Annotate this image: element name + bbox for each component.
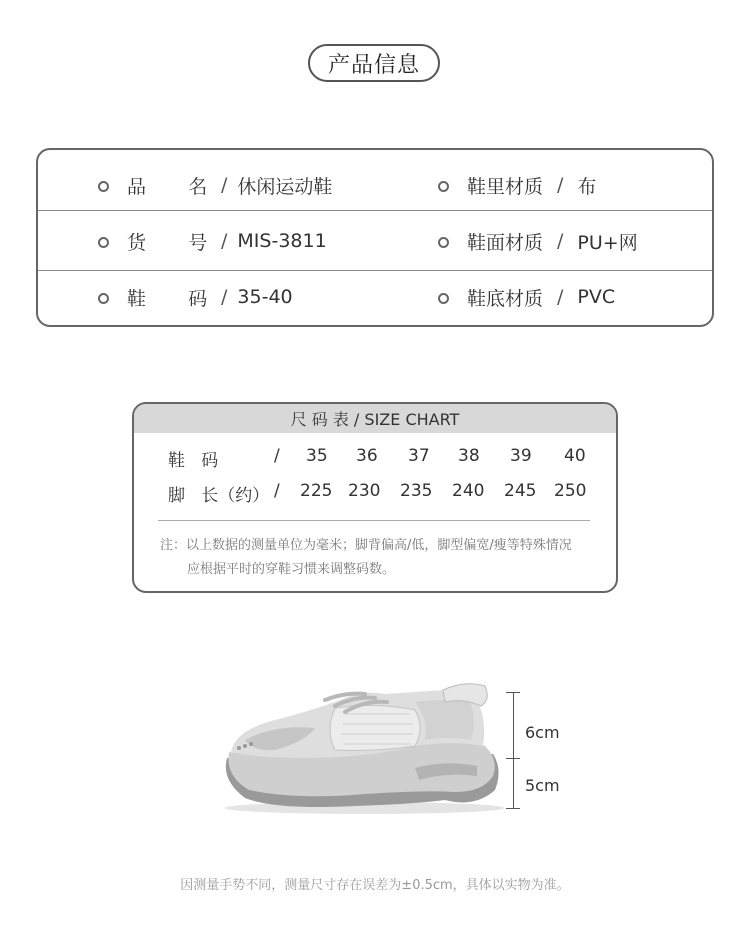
size-chart (132, 402, 618, 593)
size-cell: 36 (356, 446, 378, 466)
info-value: PVC (577, 286, 616, 308)
info-row (38, 213, 712, 269)
separator: / (557, 286, 564, 308)
shoe-image (215, 680, 515, 820)
info-label: 鞋底材质 (467, 287, 544, 310)
info-label: 品 名 (127, 175, 208, 198)
upper-height-label: 6cm (525, 723, 560, 742)
size-row-shoe-size (134, 442, 616, 472)
separator: / (221, 230, 228, 252)
size-cell: 250 (554, 481, 587, 501)
sole-height-label: 5cm (525, 776, 560, 795)
size-row-sep: / (274, 481, 280, 501)
size-cell: 240 (452, 481, 485, 501)
separator: / (557, 230, 564, 252)
info-row (38, 157, 712, 213)
size-row-label: 脚 长（约） (168, 486, 270, 506)
info-value: 休闲运动鞋 (237, 175, 333, 198)
dimension-tick (506, 758, 520, 759)
size-cell: 40 (564, 446, 586, 466)
sneaker-illustration (215, 680, 515, 820)
separator: / (221, 286, 228, 308)
size-row-foot-length (134, 477, 616, 507)
info-label: 鞋面材质 (467, 231, 544, 254)
size-row-sep: / (274, 446, 280, 466)
size-cell: 39 (510, 446, 532, 466)
separator: / (557, 174, 564, 196)
info-value: 35-40 (237, 286, 293, 308)
info-value: PU+网 (577, 231, 638, 254)
section-title: 产品信息 (308, 44, 440, 82)
info-label: 鞋 码 (127, 287, 208, 310)
product-info-table (36, 148, 714, 327)
size-cell: 230 (348, 481, 381, 501)
info-row (38, 269, 712, 325)
bullet-icon (98, 237, 109, 248)
size-cell: 235 (400, 481, 433, 501)
divider (158, 520, 590, 521)
size-chart-title: 尺 码 表 / SIZE CHART (134, 404, 616, 433)
bullet-icon (438, 181, 449, 192)
measurement-disclaimer: 因测量手势不同，测量尺寸存在误差为±0.5cm，具体以实物为准。 (180, 878, 570, 893)
size-cell: 37 (408, 446, 430, 466)
note-line-2: 应根据平时的穿鞋习惯来调整码数。 (187, 562, 396, 577)
bullet-icon (98, 181, 109, 192)
size-cell: 35 (306, 446, 328, 466)
bullet-icon (438, 293, 449, 304)
height-dimension-line (513, 692, 514, 808)
separator: / (221, 174, 228, 196)
bullet-icon (98, 293, 109, 304)
size-cell: 38 (458, 446, 480, 466)
dimension-tick (506, 808, 520, 809)
size-note (160, 534, 572, 582)
dimension-tick (506, 692, 520, 693)
note-line-1: 注：以上数据的测量单位为毫米；脚背偏高/低，脚型偏宽/瘦等特殊情况 (160, 538, 572, 553)
info-label: 货 号 (127, 231, 208, 254)
info-value: MIS-3811 (237, 230, 327, 252)
info-label: 鞋里材质 (467, 175, 544, 198)
bullet-icon (438, 237, 449, 248)
size-row-label: 鞋 码 (168, 451, 219, 471)
size-cell: 225 (300, 481, 333, 501)
size-cell: 245 (504, 481, 537, 501)
info-value: 布 (577, 175, 597, 198)
